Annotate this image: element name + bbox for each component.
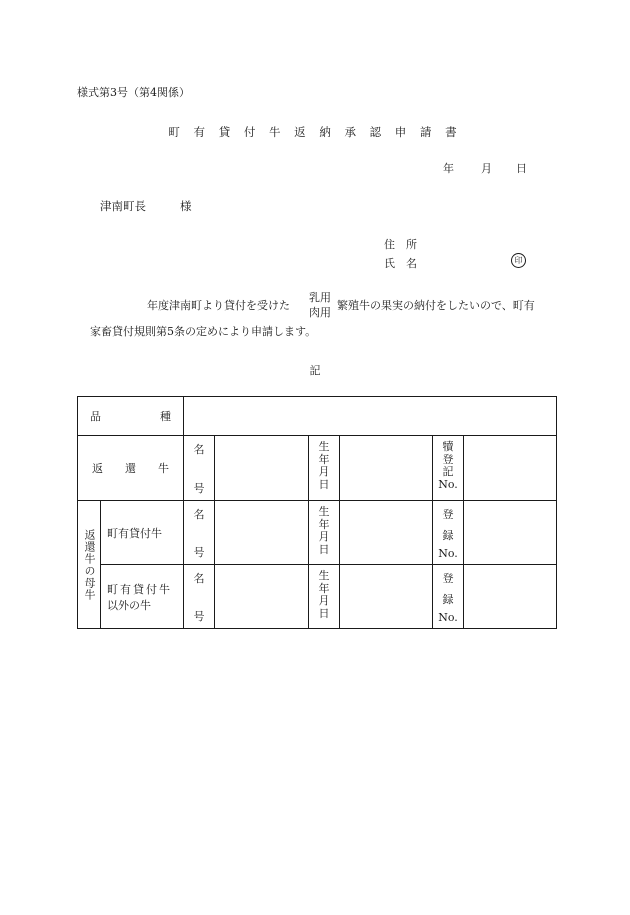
- mother-label-cell: [78, 501, 101, 629]
- reg2-top: 登: [442, 572, 454, 585]
- mother-vertical-label: 返還牛の母牛: [83, 528, 96, 601]
- town-reg-label-cell: [433, 501, 464, 565]
- name-label-bottom: 号: [193, 610, 205, 623]
- other-cow-label-cell: [101, 565, 184, 629]
- choice-dairy: 乳用: [309, 291, 331, 304]
- reg-char-1: 犢: [442, 440, 454, 453]
- name-label-top: 名: [193, 443, 205, 456]
- ki-heading: 記: [309, 364, 321, 377]
- birth-char-4: 日: [318, 606, 330, 620]
- return-cow-label-cell: [78, 436, 184, 501]
- addressee-honorific: 様: [180, 199, 192, 213]
- reg-char-2: 登: [442, 452, 454, 466]
- breed-label-cell: [78, 397, 184, 436]
- seal-mark: 印: [511, 253, 526, 268]
- reg-char-3: 記: [442, 465, 454, 478]
- birth-char-1: 生: [318, 440, 330, 453]
- town-name-label-cell: [184, 501, 215, 565]
- return-birth-value[interactable]: [340, 436, 433, 501]
- return-reg-value[interactable]: [464, 436, 557, 501]
- name-label-top: 名: [193, 572, 205, 585]
- choice-stack: [309, 290, 331, 320]
- reg2-mid: 録: [442, 528, 454, 542]
- form-number: 様式第3号（第4関係）: [77, 86, 190, 99]
- other-reg-value[interactable]: [464, 565, 557, 629]
- reg2-mid: 録: [442, 592, 454, 606]
- return-birth-label-cell: [309, 436, 340, 501]
- birth-char-4: 日: [318, 477, 330, 491]
- addressee-name: 津南町長: [100, 199, 146, 213]
- reg2-top: 登: [442, 508, 454, 521]
- document-title: 町 有 貸 付 牛 返 納 承 認 申 請 書: [168, 125, 462, 139]
- return-cow-label: 返 還 牛: [92, 462, 169, 475]
- reg-char-4: No.: [438, 477, 458, 491]
- birth-char-3: 月: [318, 530, 330, 543]
- reg2-bottom: No.: [438, 547, 458, 560]
- town-cow-label: 町有貸付牛: [107, 526, 162, 540]
- return-cow-row: [78, 436, 557, 501]
- other-reg-label-cell: [433, 565, 464, 629]
- birth-char-1: 生: [318, 505, 330, 518]
- birth-char-1: 生: [318, 569, 330, 582]
- body-text-line1-after: 繁殖牛の果実の納付をしたいので、町有: [337, 299, 535, 312]
- birth-char-4: 日: [318, 542, 330, 556]
- other-name-label-cell: [184, 565, 215, 629]
- birth-char-2: 年: [318, 517, 330, 531]
- addressee: [100, 198, 192, 214]
- mother-other-row: [78, 565, 557, 629]
- date-month-label: 月: [481, 162, 492, 175]
- choice-beef: 肉用: [309, 306, 331, 319]
- name-label-top: 名: [193, 508, 205, 521]
- town-reg-value[interactable]: [464, 501, 557, 565]
- name-label-bottom: 号: [193, 546, 205, 559]
- other-cow-line2: 以外の牛: [107, 598, 151, 612]
- other-birth-label-cell: [309, 565, 340, 629]
- town-birth-label-cell: [309, 501, 340, 565]
- name-label-bottom: 号: [193, 482, 205, 495]
- return-name-value[interactable]: [215, 436, 309, 501]
- reg2-bottom: No.: [438, 611, 458, 624]
- breed-value-cell[interactable]: [184, 397, 557, 436]
- address-label: 住 所: [384, 238, 417, 251]
- date-day-label: 日: [516, 162, 527, 175]
- other-cow-line1: 町有貸付牛: [107, 582, 172, 596]
- return-name-label-cell: [184, 436, 215, 501]
- birth-char-2: 年: [318, 581, 330, 595]
- return-reg-label-cell: [433, 436, 464, 501]
- town-cow-label-cell: [101, 501, 184, 565]
- breed-label-1: 品: [90, 410, 101, 423]
- body-text-line1-before: 年度津南町より貸付を受けた: [147, 299, 290, 312]
- mother-town-row: [78, 501, 557, 565]
- other-birth-value[interactable]: [340, 565, 433, 629]
- breed-label-2: 種: [160, 410, 171, 423]
- date-year-label: 年: [443, 162, 454, 175]
- birth-char-3: 月: [318, 594, 330, 607]
- breed-row: [78, 397, 557, 436]
- body-text-line2: 家畜貸付規則第5条の定めにより申請します。: [90, 325, 317, 338]
- other-name-value[interactable]: [215, 565, 309, 629]
- birth-char-2: 年: [318, 452, 330, 466]
- birth-char-3: 月: [318, 465, 330, 478]
- name-label: 氏 名: [384, 257, 417, 270]
- cattle-table: [77, 396, 557, 629]
- town-name-value[interactable]: [215, 501, 309, 565]
- town-birth-value[interactable]: [340, 501, 433, 565]
